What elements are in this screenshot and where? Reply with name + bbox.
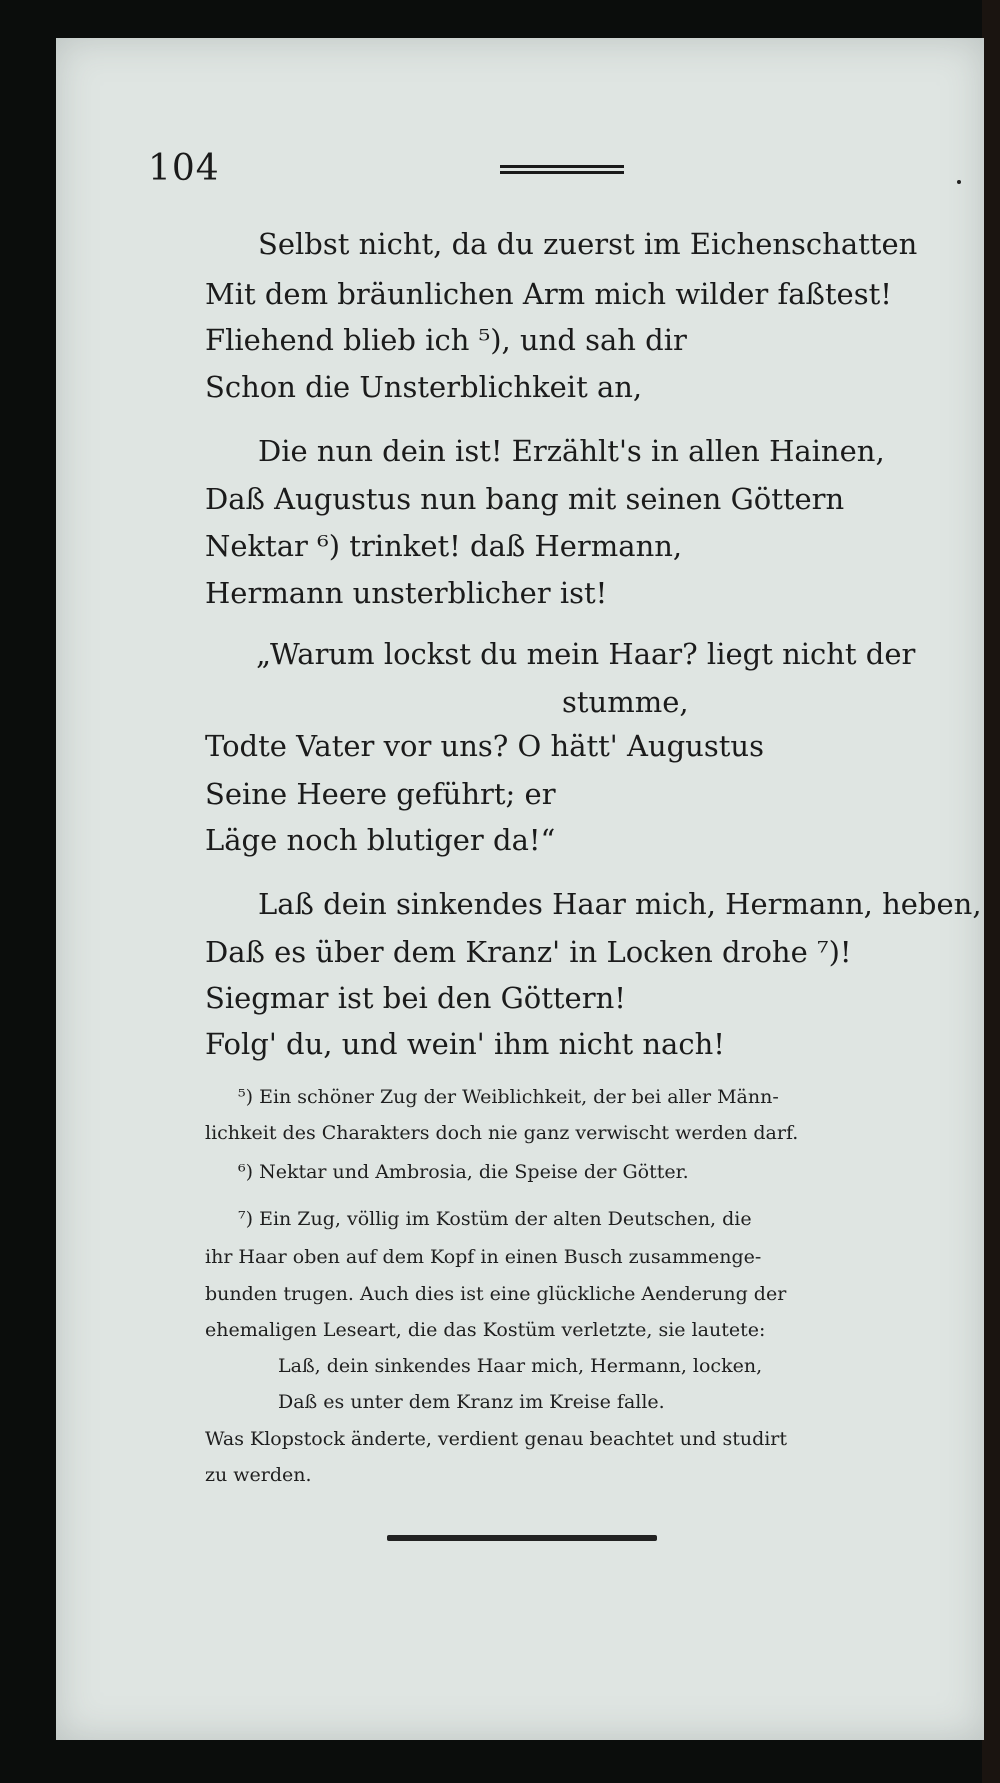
header-rule bbox=[500, 165, 624, 174]
page-number: 104 bbox=[148, 148, 220, 189]
footnote-quote-line: Daß es unter dem Kranz im Kreise falle. bbox=[278, 1391, 665, 1413]
verse-line: Siegmar ist bei den Göttern! bbox=[205, 981, 626, 1015]
footnote-line: zu werden. bbox=[205, 1464, 312, 1486]
verse-line: Folg' du, und wein' ihm nicht nach! bbox=[205, 1027, 725, 1061]
verse-line: Hermann unsterblicher ist! bbox=[205, 576, 608, 610]
footnote-line: ⁶) Nektar und Ambrosia, die Speise der Götter. bbox=[238, 1161, 689, 1183]
verse-line: stumme, bbox=[562, 685, 689, 719]
verse-line: Nektar ⁶) trinket! daß Hermann, bbox=[205, 529, 683, 563]
header-dot bbox=[957, 180, 961, 184]
footnote-line: ehemaligen Leseart, die das Kostüm verletzte, sie lautete: bbox=[205, 1319, 766, 1341]
verse-line: Selbst nicht, da du zuerst im Eichenschatten bbox=[258, 227, 918, 261]
verse-line: Todte Vater vor uns? O hätt' Augustus bbox=[205, 729, 764, 763]
verse-line: Daß es über dem Kranz' in Locken drohe ⁷)! bbox=[205, 935, 852, 969]
footnote-line: bunden trugen. Auch dies ist eine glückliche Aenderung der bbox=[205, 1283, 787, 1305]
verse-line: Mit dem bräunlichen Arm mich wilder faßtest! bbox=[205, 277, 892, 311]
bottom-rule bbox=[387, 1535, 657, 1541]
footnote-line: Was Klopstock änderte, verdient genau beachtet und studirt bbox=[205, 1428, 788, 1450]
book-spine bbox=[982, 0, 1000, 1783]
verse-line: Schon die Unsterblichkeit an, bbox=[205, 370, 643, 404]
verse-line: Fliehend blieb ich ⁵), und sah dir bbox=[205, 323, 687, 357]
verse-line: Laß dein sinkendes Haar mich, Hermann, heben, bbox=[258, 887, 982, 921]
verse-line: „Warum lockst du mein Haar? liegt nicht der bbox=[256, 637, 916, 671]
footnote-line: ⁷) Ein Zug, völlig im Kostüm der alten Deutschen, die bbox=[238, 1208, 752, 1230]
verse-line: Daß Augustus nun bang mit seinen Göttern bbox=[205, 482, 845, 516]
footnote-line: lichkeit des Charakters doch nie ganz verwischt werden darf. bbox=[205, 1122, 799, 1144]
verse-line: Seine Heere geführt; er bbox=[205, 777, 556, 811]
footnote-line: ihr Haar oben auf dem Kopf in einen Busch zusammenge- bbox=[205, 1246, 762, 1268]
verse-line: Die nun dein ist! Erzählt's in allen Hainen, bbox=[258, 434, 885, 468]
footnote-line: ⁵) Ein schöner Zug der Weiblichkeit, der bei aller Männ- bbox=[238, 1086, 779, 1108]
verse-line: Läge noch blutiger da!“ bbox=[205, 823, 556, 857]
footnote-quote-line: Laß, dein sinkendes Haar mich, Hermann, locken, bbox=[278, 1355, 763, 1377]
